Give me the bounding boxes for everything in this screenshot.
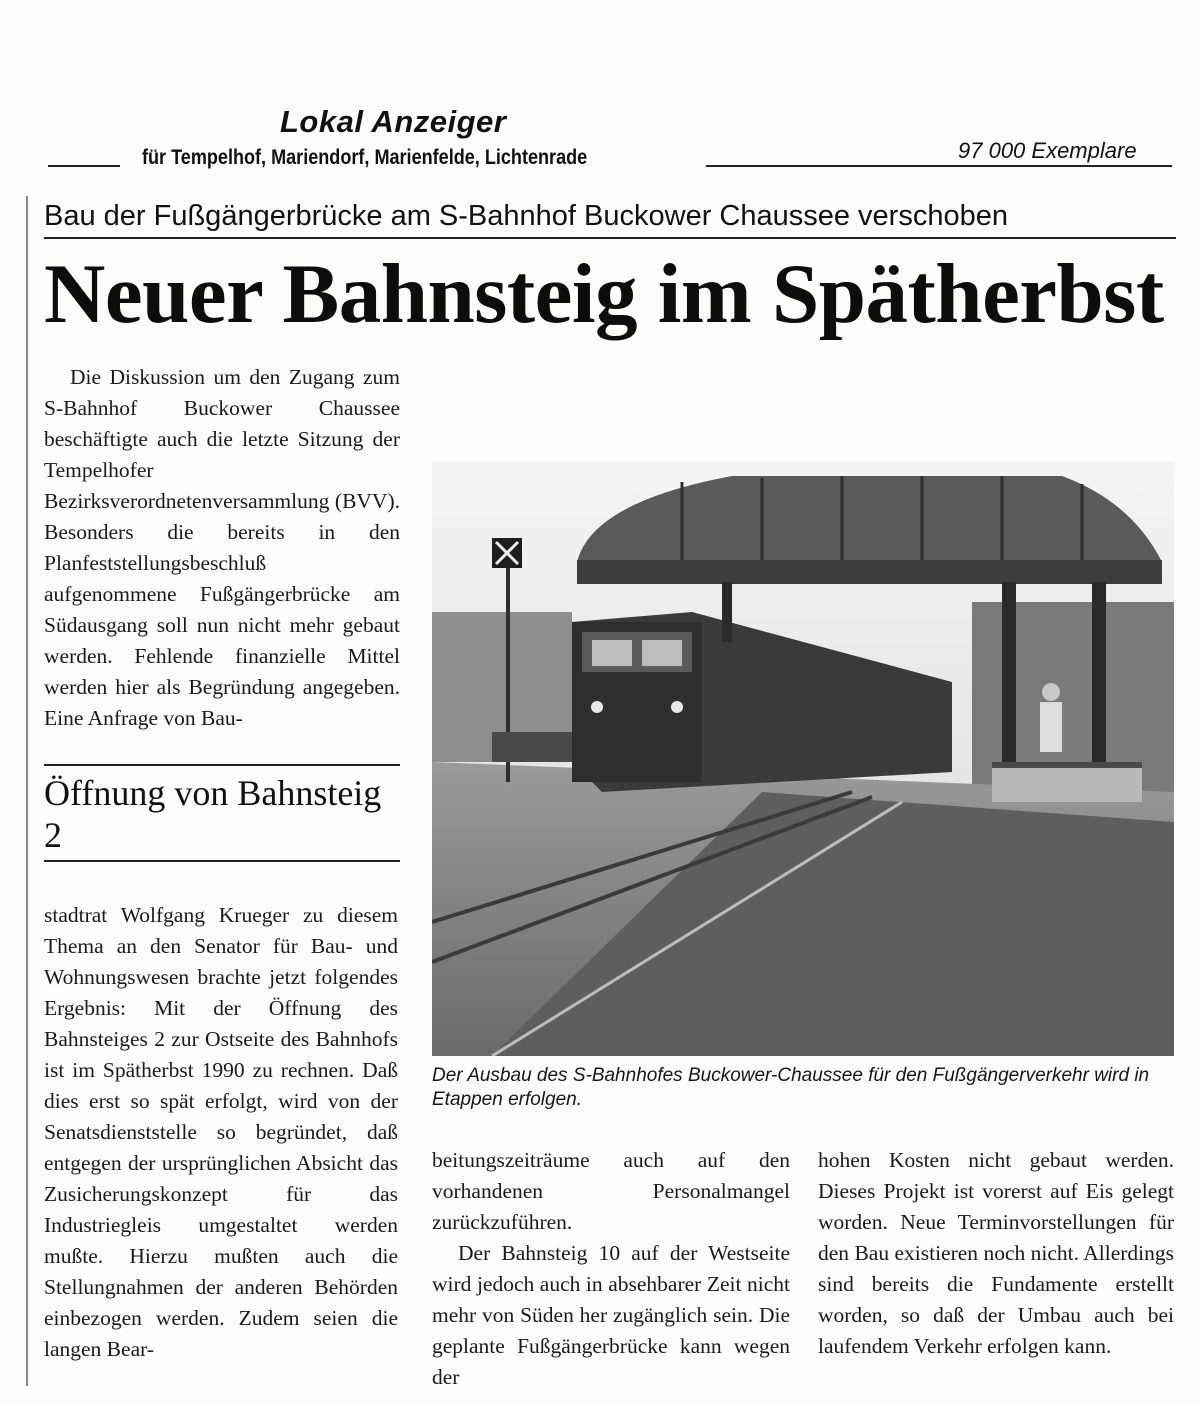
masthead-rule-left bbox=[48, 165, 120, 167]
article-headline: Neuer Bahnsteig im Spätherbst bbox=[44, 247, 1164, 341]
article-column-3 bbox=[818, 1145, 1174, 1362]
article-column-1-continued bbox=[44, 900, 398, 1365]
article-column-1-intro bbox=[44, 362, 400, 734]
masthead-rule-right bbox=[706, 165, 1172, 167]
column2-paragraph-1: beitungszeiträume auch auf den vorhandenen Personalmangel zurückzuführen. bbox=[432, 1148, 790, 1234]
subheading-rule-top bbox=[44, 764, 400, 766]
station-photo bbox=[432, 462, 1174, 1056]
kicker-underline bbox=[44, 237, 1176, 239]
photo-caption: Der Ausbau des S-Bahnhofes Buckower-Chaussee für den Fußgängerverkehr wird in Etappen erfolgen. bbox=[432, 1065, 1150, 1110]
article-kicker: Bau der Fußgängerbrücke am S-Bahnhof Buckower Chaussee verschoben bbox=[44, 200, 1008, 232]
article-subheading: Öffnung von Bahnsteig 2 bbox=[44, 773, 382, 855]
subheading-rule-bottom bbox=[44, 860, 400, 862]
publication-name: Lokal Anzeiger bbox=[280, 104, 507, 139]
intro-paragraph: Die Diskussion um den Zugang zum S-Bahnhof Buckower Chaussee beschäftigte auch die letzte Sitzung der Tempelhofer Bezirksverordnetenversammlung (BVV). Besonders die bereits in den Planfeststellungsbeschluß aufgenommene Fußgängerbrücke am Südausgang soll nun nicht mehr gebaut werden. Fehlende finanzielle Mittel werden hier als Begründung angegeben. Eine Anfrage von Bau- bbox=[44, 365, 400, 730]
circulation-label: 97 000 Exemplare bbox=[958, 138, 1137, 163]
column2-paragraph-2: Der Bahnsteig 10 auf der Westseite wird jedoch auch in absehbarer Zeit nicht mehr von Süden her zugänglich sein. Die geplante Fußgängerbrücke kann wegen der bbox=[432, 1241, 790, 1389]
column3-paragraph: hohen Kosten nicht gebaut werden. Dieses Projekt ist vorerst auf Eis gelegt worden. Neue Terminvorstellungen für den Bau existieren noch nicht. Allerdings sind bereits die Fundamente erstellt worden, so daß der Umbau auch bei laufendem Verkehr erfolgen kann. bbox=[818, 1148, 1174, 1358]
train-station-illustration bbox=[432, 462, 1174, 1056]
column1-paragraph: stadtrat Wolfgang Krueger zu diesem Thema an den Senator für Bau- und Wohnungswesen brachte jetzt folgendes Ergebnis: Mit der Öffnung des Bahnsteiges 2 zur Ostseite des Bahnhofs ist im Spätherbst 1990 zu rechnen. Daß dies erst so spät erfolgt, wird von der Senatsdienststelle so begründet, daß entgegen der ursprünglichen Absicht das Zusicherungskonzept für das Industriegleis umgestaltet werden mußte. Hierzu mußten auch die Stellungnahmen der anderen Behörden einbezogen werden. Zudem seien die langen Bear- bbox=[44, 903, 398, 1361]
publication-subtitle: für Tempelhof, Mariendorf, Marienfelde, Lichtenrade bbox=[142, 146, 588, 169]
article-column-2 bbox=[432, 1145, 790, 1393]
clipping-frame-edge bbox=[26, 196, 36, 1386]
